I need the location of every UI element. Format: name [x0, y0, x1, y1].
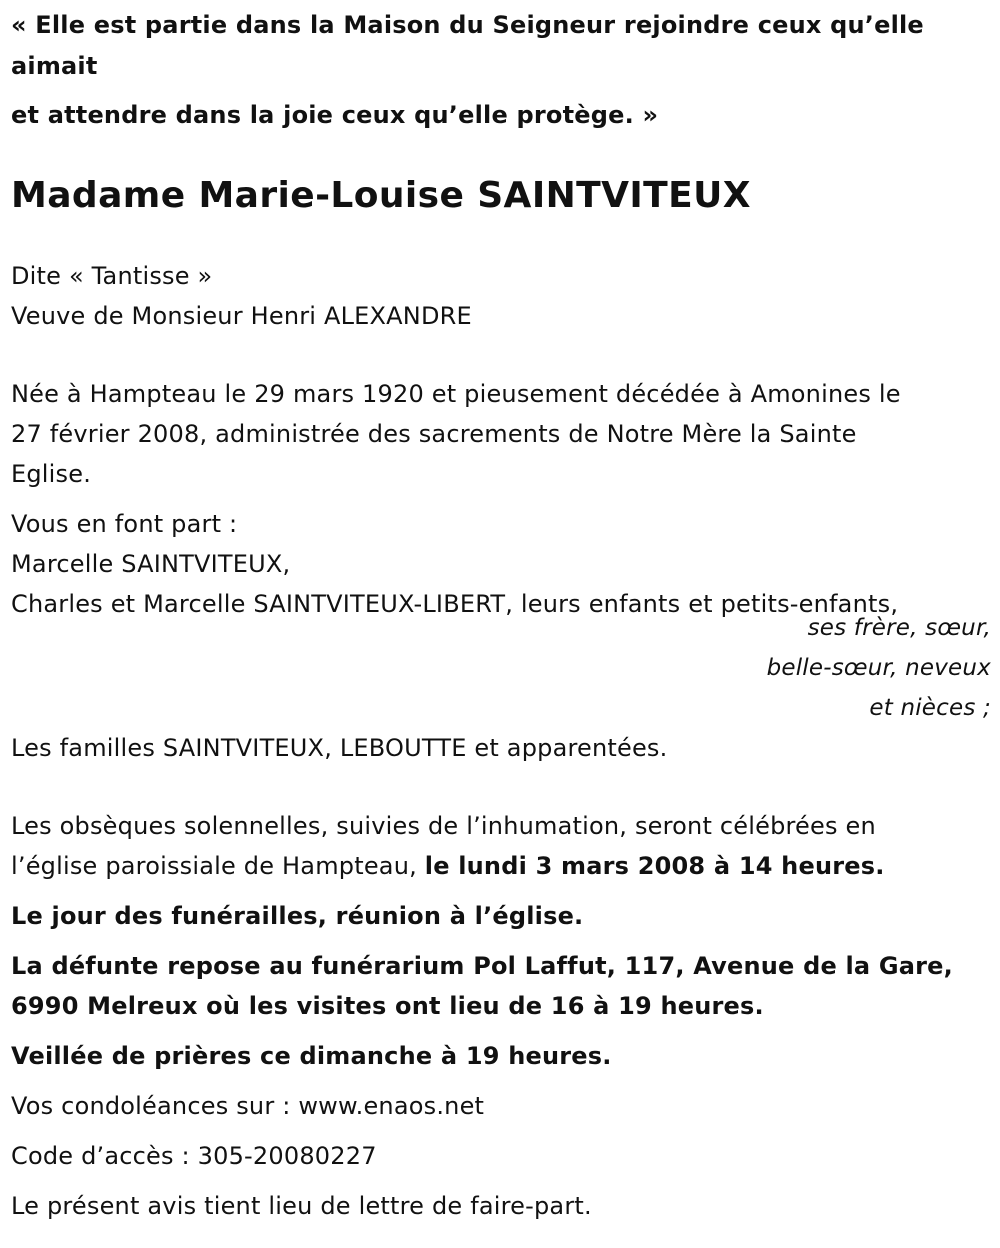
- notice-line: Le présent avis tient lieu de lettre de faire-part.: [11, 1192, 592, 1220]
- funeral-paragraph: [11, 806, 991, 886]
- epitaph-quote-line-1: [11, 0, 991, 87]
- announcers-paragraph: [11, 504, 991, 768]
- vigil-notice: Veillée de prières ce dimanche à 19 heures.: [11, 1042, 612, 1070]
- widow-of: Veuve de Monsieur Henri ALEXANDRE: [11, 302, 472, 330]
- nickname: Dite « Tantisse »: [11, 262, 213, 290]
- funeral-home-line-1: La défunte repose au funérarium Pol Laffut, 117, Avenue de la Gare,: [11, 952, 953, 980]
- announcer-italic-1: ses frère, sœur,: [807, 615, 991, 641]
- meeting-notice: Le jour des funérailles, réunion à l’église.: [11, 902, 584, 930]
- announcer-line-2: Charles et Marcelle SAINTVITEUX-LIBERT, leurs enfants et petits-enfants,: [11, 590, 899, 618]
- birth-death-paragraph: [11, 374, 991, 494]
- funeral-home-line-2: 6990 Melreux où les visites ont lieu de 16 à 19 heures.: [11, 992, 764, 1020]
- announcers-intro: Vous en font part :: [11, 510, 238, 538]
- funeral-date-time: le lundi 3 mars 2008 à 14 heures.: [424, 852, 885, 880]
- epitaph-quote-line-2: et attendre dans la joie ceux qu’elle protège. »: [11, 101, 659, 129]
- funeral-line-2-regular: l’église paroissiale de Hampteau,: [11, 852, 425, 880]
- announcer-line-1: Marcelle SAINTVITEUX,: [11, 550, 291, 578]
- epitaph-quote-line-1a: « Elle est partie dans la Maison du Seigneur rejoindre ceux qu’elle: [11, 11, 924, 39]
- birth-death-line-2: 27 février 2008, administrée des sacrements de Notre Mère la Sainte: [11, 420, 857, 448]
- announcer-families: Les familles SAINTVITEUX, LEBOUTTE et apparentées.: [11, 734, 668, 762]
- obituary-notice: [11, 0, 991, 1226]
- funeral-line-1: Les obsèques solennelles, suivies de l’inhumation, seront célébrées en: [11, 812, 876, 840]
- announcer-italic-3: et nièces ;: [869, 695, 991, 721]
- birth-death-line-3: Eglise.: [11, 460, 92, 488]
- deceased-details: [11, 256, 991, 336]
- announcer-italic-2: belle-sœur, neveux: [766, 655, 991, 681]
- funeral-line-2: [11, 846, 991, 886]
- birth-death-line-1: Née à Hampteau le 29 mars 1920 et pieusement décédée à Amonines le: [11, 380, 901, 408]
- deceased-name: Madame Marie-Louise SAINTVITEUX: [11, 175, 751, 216]
- access-code-line: Code d’accès : 305-20080227: [11, 1142, 377, 1170]
- condolences-line: Vos condoléances sur : www.enaos.net: [11, 1092, 485, 1120]
- funeral-home-notice: [11, 946, 991, 1026]
- epitaph-quote-line-1b: aimait: [11, 52, 98, 80]
